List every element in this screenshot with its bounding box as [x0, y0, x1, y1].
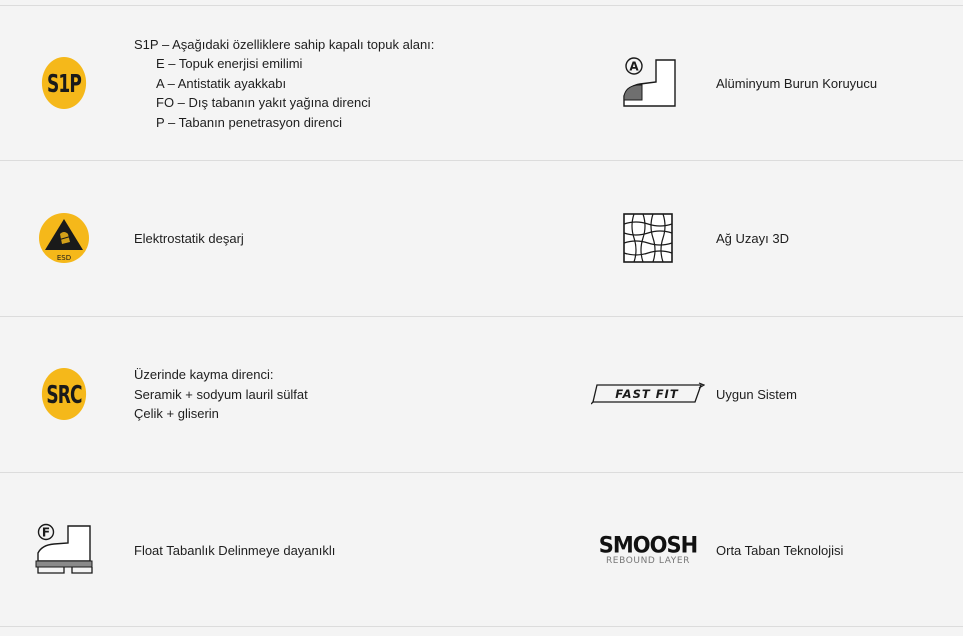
- feature-label: Elektrostatik deşarj: [134, 230, 244, 246]
- smoosh-subtitle: REBOUND LAYER: [605, 555, 691, 566]
- aluminum-toe-cap-icon: [590, 53, 706, 113]
- feature-cell-aluminum-toe: [590, 6, 963, 161]
- feature-line: Çelik + gliserin: [134, 406, 219, 422]
- feature-row-src: [0, 316, 963, 471]
- esd-label: ESD: [56, 254, 72, 262]
- fast-fit-label: FAST FIT: [615, 387, 679, 401]
- feature-sub-item: E – Topuk enerjisi emilimi: [156, 56, 303, 72]
- feature-description: [716, 6, 956, 161]
- feature-cell-esd: [0, 161, 590, 316]
- feature-description: [134, 6, 574, 161]
- feature-cell-s1p: [0, 6, 590, 161]
- float-sole-boot-icon: [34, 520, 94, 580]
- feature-description: [134, 317, 574, 472]
- feature-label: Alüminyum Burun Koruyucu: [716, 75, 878, 91]
- feature-label: Orta Taban Teknolojisi: [716, 542, 844, 558]
- smoosh-wordmark: SMOOSH: [598, 531, 698, 558]
- feature-description: [134, 161, 574, 316]
- 3d-mesh-icon: [590, 208, 706, 268]
- src-badge-icon: SRC: [34, 364, 94, 424]
- feature-cell-3d-mesh: [590, 161, 963, 316]
- s1p-badge-icon: S1P: [34, 53, 94, 113]
- feature-label: Uygun Sistem: [716, 386, 797, 402]
- feature-sub-item: FO – Dış tabanın yakıt yağına direnci: [156, 95, 371, 111]
- feature-row-s1p: [0, 5, 963, 160]
- fast-fit-logo-icon: [590, 364, 706, 424]
- feature-cell-src: [0, 317, 590, 472]
- feature-description: [716, 317, 956, 472]
- feature-label: Ağ Uzayı 3D: [716, 230, 789, 246]
- smoosh-logo-icon: [590, 520, 706, 580]
- feature-cell-smoosh: [590, 473, 963, 628]
- feature-title: Üzerinde kayma direnci:: [134, 367, 274, 383]
- feature-label: Float Tabanlık Delinmeye dayanıklı: [134, 542, 336, 558]
- feature-cell-float: [0, 473, 590, 628]
- feature-sub-item: P – Tabanın penetrasyon direnci: [156, 114, 342, 130]
- feature-sub-item: A – Antistatik ayakkabı: [156, 75, 287, 91]
- feature-line: Seramik + sodyum lauril sülfat: [134, 386, 308, 402]
- feature-cell-fast-fit: [590, 317, 963, 472]
- feature-description: [134, 473, 574, 628]
- feature-row-esd: [0, 160, 963, 315]
- esd-warning-icon: [34, 208, 94, 268]
- feature-description: [716, 473, 956, 628]
- feature-title: S1P – Aşağıdaki özelliklere sahip kapalı topuk alanı:: [134, 36, 435, 52]
- feature-description: [716, 161, 956, 316]
- feature-row-float: [0, 472, 963, 627]
- float-letter: F: [41, 525, 51, 540]
- toe-cap-letter: A: [629, 59, 639, 74]
